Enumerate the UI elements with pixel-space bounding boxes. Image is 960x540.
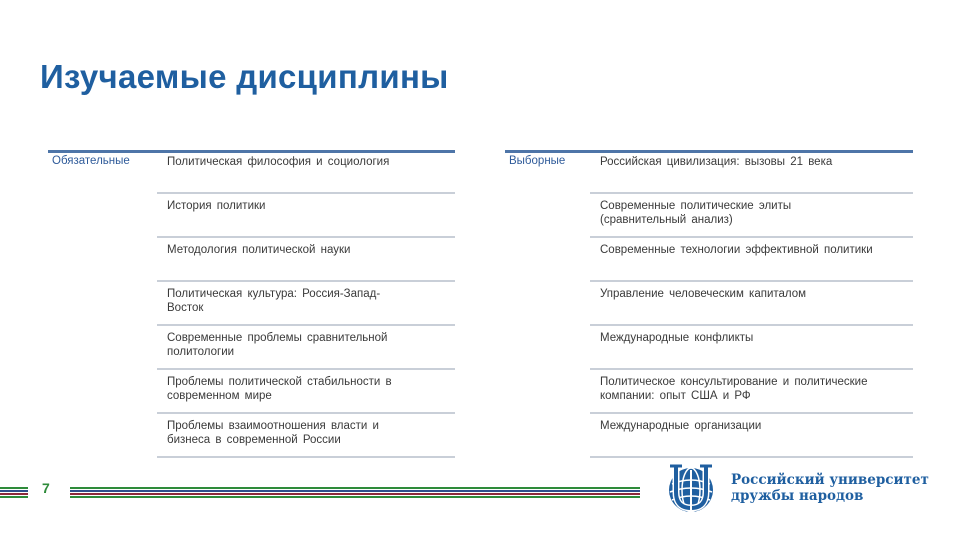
page-number: 7	[42, 480, 50, 496]
list-item	[157, 326, 455, 370]
elective-heading: Выборные	[509, 155, 566, 167]
item-text: Международные организации	[600, 420, 762, 432]
item-text: История политики	[167, 200, 266, 212]
item-text: Управление человеческим капиталом	[600, 288, 807, 300]
item-text-line2: бизнеса в современной России	[167, 434, 341, 446]
item-text-line2: политологии	[167, 346, 235, 358]
list-item	[157, 150, 455, 194]
item-text-line2: (сравнительный анализ)	[600, 214, 733, 226]
list-item	[157, 238, 455, 282]
list-item	[157, 194, 455, 238]
item-text-line2: современном мире	[167, 390, 272, 402]
list-item	[590, 150, 913, 194]
slide-title: Изучаемые дисциплины	[40, 58, 449, 95]
elective-list	[590, 150, 913, 458]
list-item	[157, 370, 455, 414]
item-text-line2: компании: опыт США и РФ	[600, 390, 751, 402]
item-text-line2: Восток	[167, 302, 204, 314]
list-item	[157, 414, 455, 458]
university-name	[731, 472, 929, 504]
item-text: Современные политические элиты	[600, 200, 792, 212]
item-text: Политическое консультирование и политические	[600, 376, 868, 388]
list-item	[590, 282, 913, 326]
item-text: Методология политической науки	[167, 244, 351, 256]
required-list	[157, 150, 455, 458]
footer-stripes-left	[0, 487, 28, 499]
list-item	[590, 194, 913, 238]
university-name-line1: Российский университет	[731, 472, 929, 488]
list-item	[157, 282, 455, 326]
footer-stripes-right	[70, 487, 640, 499]
university-name-line2: дружбы народов	[731, 488, 864, 504]
list-item	[590, 414, 913, 458]
item-text: Международные конфликты	[600, 332, 754, 344]
item-text: Политическая философия и социология	[167, 156, 390, 168]
item-text: Политическая культура: Россия-Запад-	[167, 288, 381, 300]
item-text: Современные технологии эффективной политики	[600, 244, 873, 256]
item-text: Российская цивилизация: вызовы 21 века	[600, 156, 833, 168]
required-heading: Обязательные	[52, 155, 130, 167]
list-item	[590, 326, 913, 370]
item-text: Проблемы политической стабильности в	[167, 376, 392, 388]
item-text: Современные проблемы сравнительной	[167, 332, 388, 344]
list-item	[590, 370, 913, 414]
list-item	[590, 238, 913, 282]
item-text: Проблемы взаимоотношения власти и	[167, 420, 379, 432]
university-logo-icon	[662, 462, 724, 514]
